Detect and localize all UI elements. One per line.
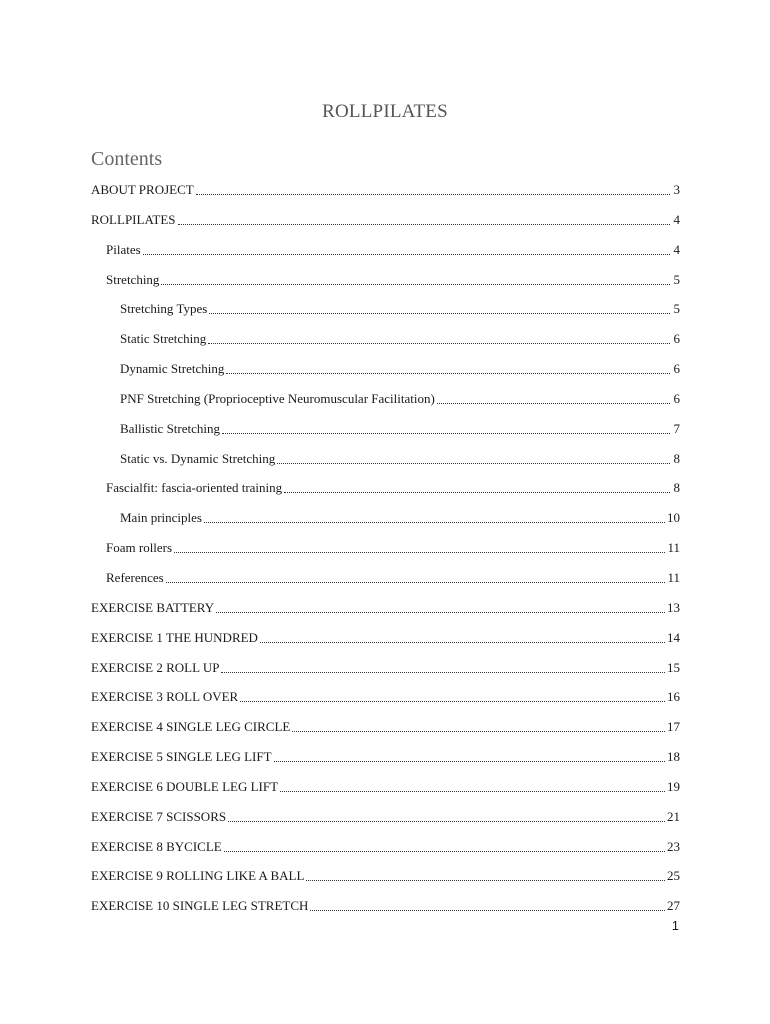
- toc-dot-leader: [222, 419, 670, 439]
- toc-entry-page: 4: [673, 211, 680, 227]
- toc-entry-page: 15: [667, 659, 680, 675]
- toc-entry[interactable]: [91, 777, 680, 807]
- toc-entry-label: Main principles: [120, 510, 202, 526]
- toc-entry-label: EXERCISE 3 ROLL OVER: [91, 689, 239, 705]
- toc-entry-page: 23: [667, 838, 680, 854]
- toc-entry[interactable]: [91, 329, 680, 359]
- toc-entry-label: Pilates: [106, 241, 141, 257]
- toc-entry-label: EXERCISE 1 THE HUNDRED: [91, 629, 258, 645]
- toc-entry[interactable]: [91, 449, 680, 479]
- toc-dot-leader: [161, 270, 670, 290]
- toc-entry-page: 11: [667, 569, 680, 585]
- page-number: 1: [671, 918, 679, 933]
- toc-entry[interactable]: [91, 717, 680, 747]
- toc-entry[interactable]: [91, 299, 680, 329]
- toc-entry-label: EXERCISE 7 SCISSORS: [91, 808, 227, 824]
- toc-entry-label: EXERCISE 2 ROLL UP: [91, 659, 220, 675]
- toc-entry-page: 3: [673, 182, 680, 197]
- toc-entry-label: Stretching Types: [120, 301, 208, 317]
- toc-entry[interactable]: [91, 628, 680, 658]
- toc-entry-label: ROLLPILATES: [91, 211, 176, 227]
- toc-entry[interactable]: [91, 866, 680, 896]
- toc-entry-label: EXERCISE 9 ROLLING LIKE A BALL: [91, 868, 305, 884]
- toc-entry[interactable]: [91, 478, 680, 508]
- toc-entry[interactable]: [91, 568, 680, 598]
- toc-entry-page: 27: [667, 898, 680, 914]
- toc-dot-leader: [216, 598, 665, 618]
- toc-dot-leader: [226, 359, 670, 379]
- toc-dot-leader: [284, 478, 670, 498]
- toc-entry-label: PNF Stretching (Proprioceptive Neuromuscular Facilitation): [120, 390, 435, 406]
- toc-dot-leader: [228, 807, 665, 827]
- toc-entry-label: Dynamic Stretching: [120, 361, 225, 377]
- toc-dot-leader: [166, 568, 666, 588]
- toc-entry[interactable]: [91, 389, 680, 419]
- toc-entry-label: Static vs. Dynamic Stretching: [120, 450, 276, 466]
- toc-entry-label: Stretching: [106, 271, 160, 287]
- toc-entry[interactable]: [91, 687, 680, 717]
- toc-entry-page: 17: [667, 719, 680, 735]
- toc-dot-leader: [306, 866, 665, 886]
- toc-entry[interactable]: [91, 807, 680, 837]
- toc-entry-label: EXERCISE 4 SINGLE LEG CIRCLE: [91, 719, 291, 735]
- toc-entry-label: ABOUT PROJECT: [91, 182, 194, 197]
- toc-entry-page: 11: [667, 540, 680, 556]
- toc-entry[interactable]: [91, 180, 680, 210]
- toc-dot-leader: [209, 299, 670, 319]
- toc-entry-label: Ballistic Stretching: [120, 420, 221, 436]
- toc-entry-page: 10: [667, 510, 680, 526]
- toc-dot-leader: [174, 538, 665, 558]
- toc-entry-page: 8: [673, 480, 680, 496]
- toc-dot-leader: [143, 240, 670, 260]
- toc-dot-leader: [204, 508, 665, 528]
- toc-entry-label: EXERCISE 6 DOUBLE LEG LIFT: [91, 778, 279, 794]
- toc-entry-page: 5: [673, 271, 680, 287]
- toc-dot-leader: [310, 896, 665, 916]
- toc-dot-leader: [224, 837, 665, 857]
- toc-dot-leader: [240, 687, 665, 707]
- toc-dot-leader: [292, 717, 665, 737]
- toc-entry-page: 21: [667, 808, 680, 824]
- toc-entry-page: 6: [673, 390, 680, 406]
- table-of-contents: [91, 180, 680, 926]
- toc-entry-page: 16: [667, 689, 680, 705]
- toc-entry[interactable]: [91, 508, 680, 538]
- toc-entry-label: Static Stretching: [120, 331, 207, 347]
- toc-entry[interactable]: [91, 538, 680, 568]
- toc-entry-page: 8: [673, 450, 680, 466]
- toc-entry-label: EXERCISE BATTERY: [91, 599, 215, 615]
- toc-dot-leader: [277, 449, 670, 469]
- toc-entry[interactable]: [91, 240, 680, 270]
- toc-entry-label: EXERCISE 10 SINGLE LEG STRETCH: [91, 898, 309, 914]
- toc-dot-leader: [178, 210, 671, 230]
- contents-heading: Contents: [91, 148, 163, 170]
- toc-entry-page: 14: [667, 629, 680, 645]
- toc-entry-page: 6: [673, 361, 680, 377]
- toc-entry-page: 7: [673, 420, 680, 436]
- toc-entry[interactable]: [91, 270, 680, 300]
- document-title: ROLLPILATES: [322, 101, 448, 122]
- toc-dot-leader: [260, 628, 665, 648]
- toc-entry-page: 25: [667, 868, 680, 884]
- toc-entry[interactable]: [91, 658, 680, 688]
- toc-entry-label: Foam rollers: [106, 540, 173, 556]
- toc-dot-leader: [221, 658, 665, 678]
- toc-entry[interactable]: [91, 598, 680, 628]
- toc-entry-label: Fascialfit: fascia-oriented training: [106, 480, 283, 496]
- toc-entry-page: 4: [673, 241, 680, 257]
- toc-entry[interactable]: [91, 896, 680, 926]
- toc-entry[interactable]: [91, 210, 680, 240]
- toc-dot-leader: [280, 777, 665, 797]
- toc-dot-leader: [208, 329, 670, 349]
- toc-entry-page: 13: [667, 599, 680, 615]
- toc-dot-leader: [196, 180, 670, 200]
- toc-entry-label: EXERCISE 8 BYCICLE: [91, 838, 222, 854]
- toc-entry[interactable]: [91, 747, 680, 777]
- toc-dot-leader: [437, 389, 670, 409]
- toc-entry[interactable]: [91, 359, 680, 389]
- toc-entry-page: 18: [667, 749, 680, 765]
- toc-entry[interactable]: [91, 419, 680, 449]
- toc-entry-page: 6: [673, 331, 680, 347]
- toc-dot-leader: [274, 747, 665, 767]
- toc-entry-label: EXERCISE 5 SINGLE LEG LIFT: [91, 749, 272, 765]
- toc-entry-page: 19: [667, 778, 680, 794]
- toc-entry-label: References: [106, 569, 164, 585]
- toc-entry[interactable]: [91, 837, 680, 867]
- toc-entry-page: 5: [673, 301, 680, 317]
